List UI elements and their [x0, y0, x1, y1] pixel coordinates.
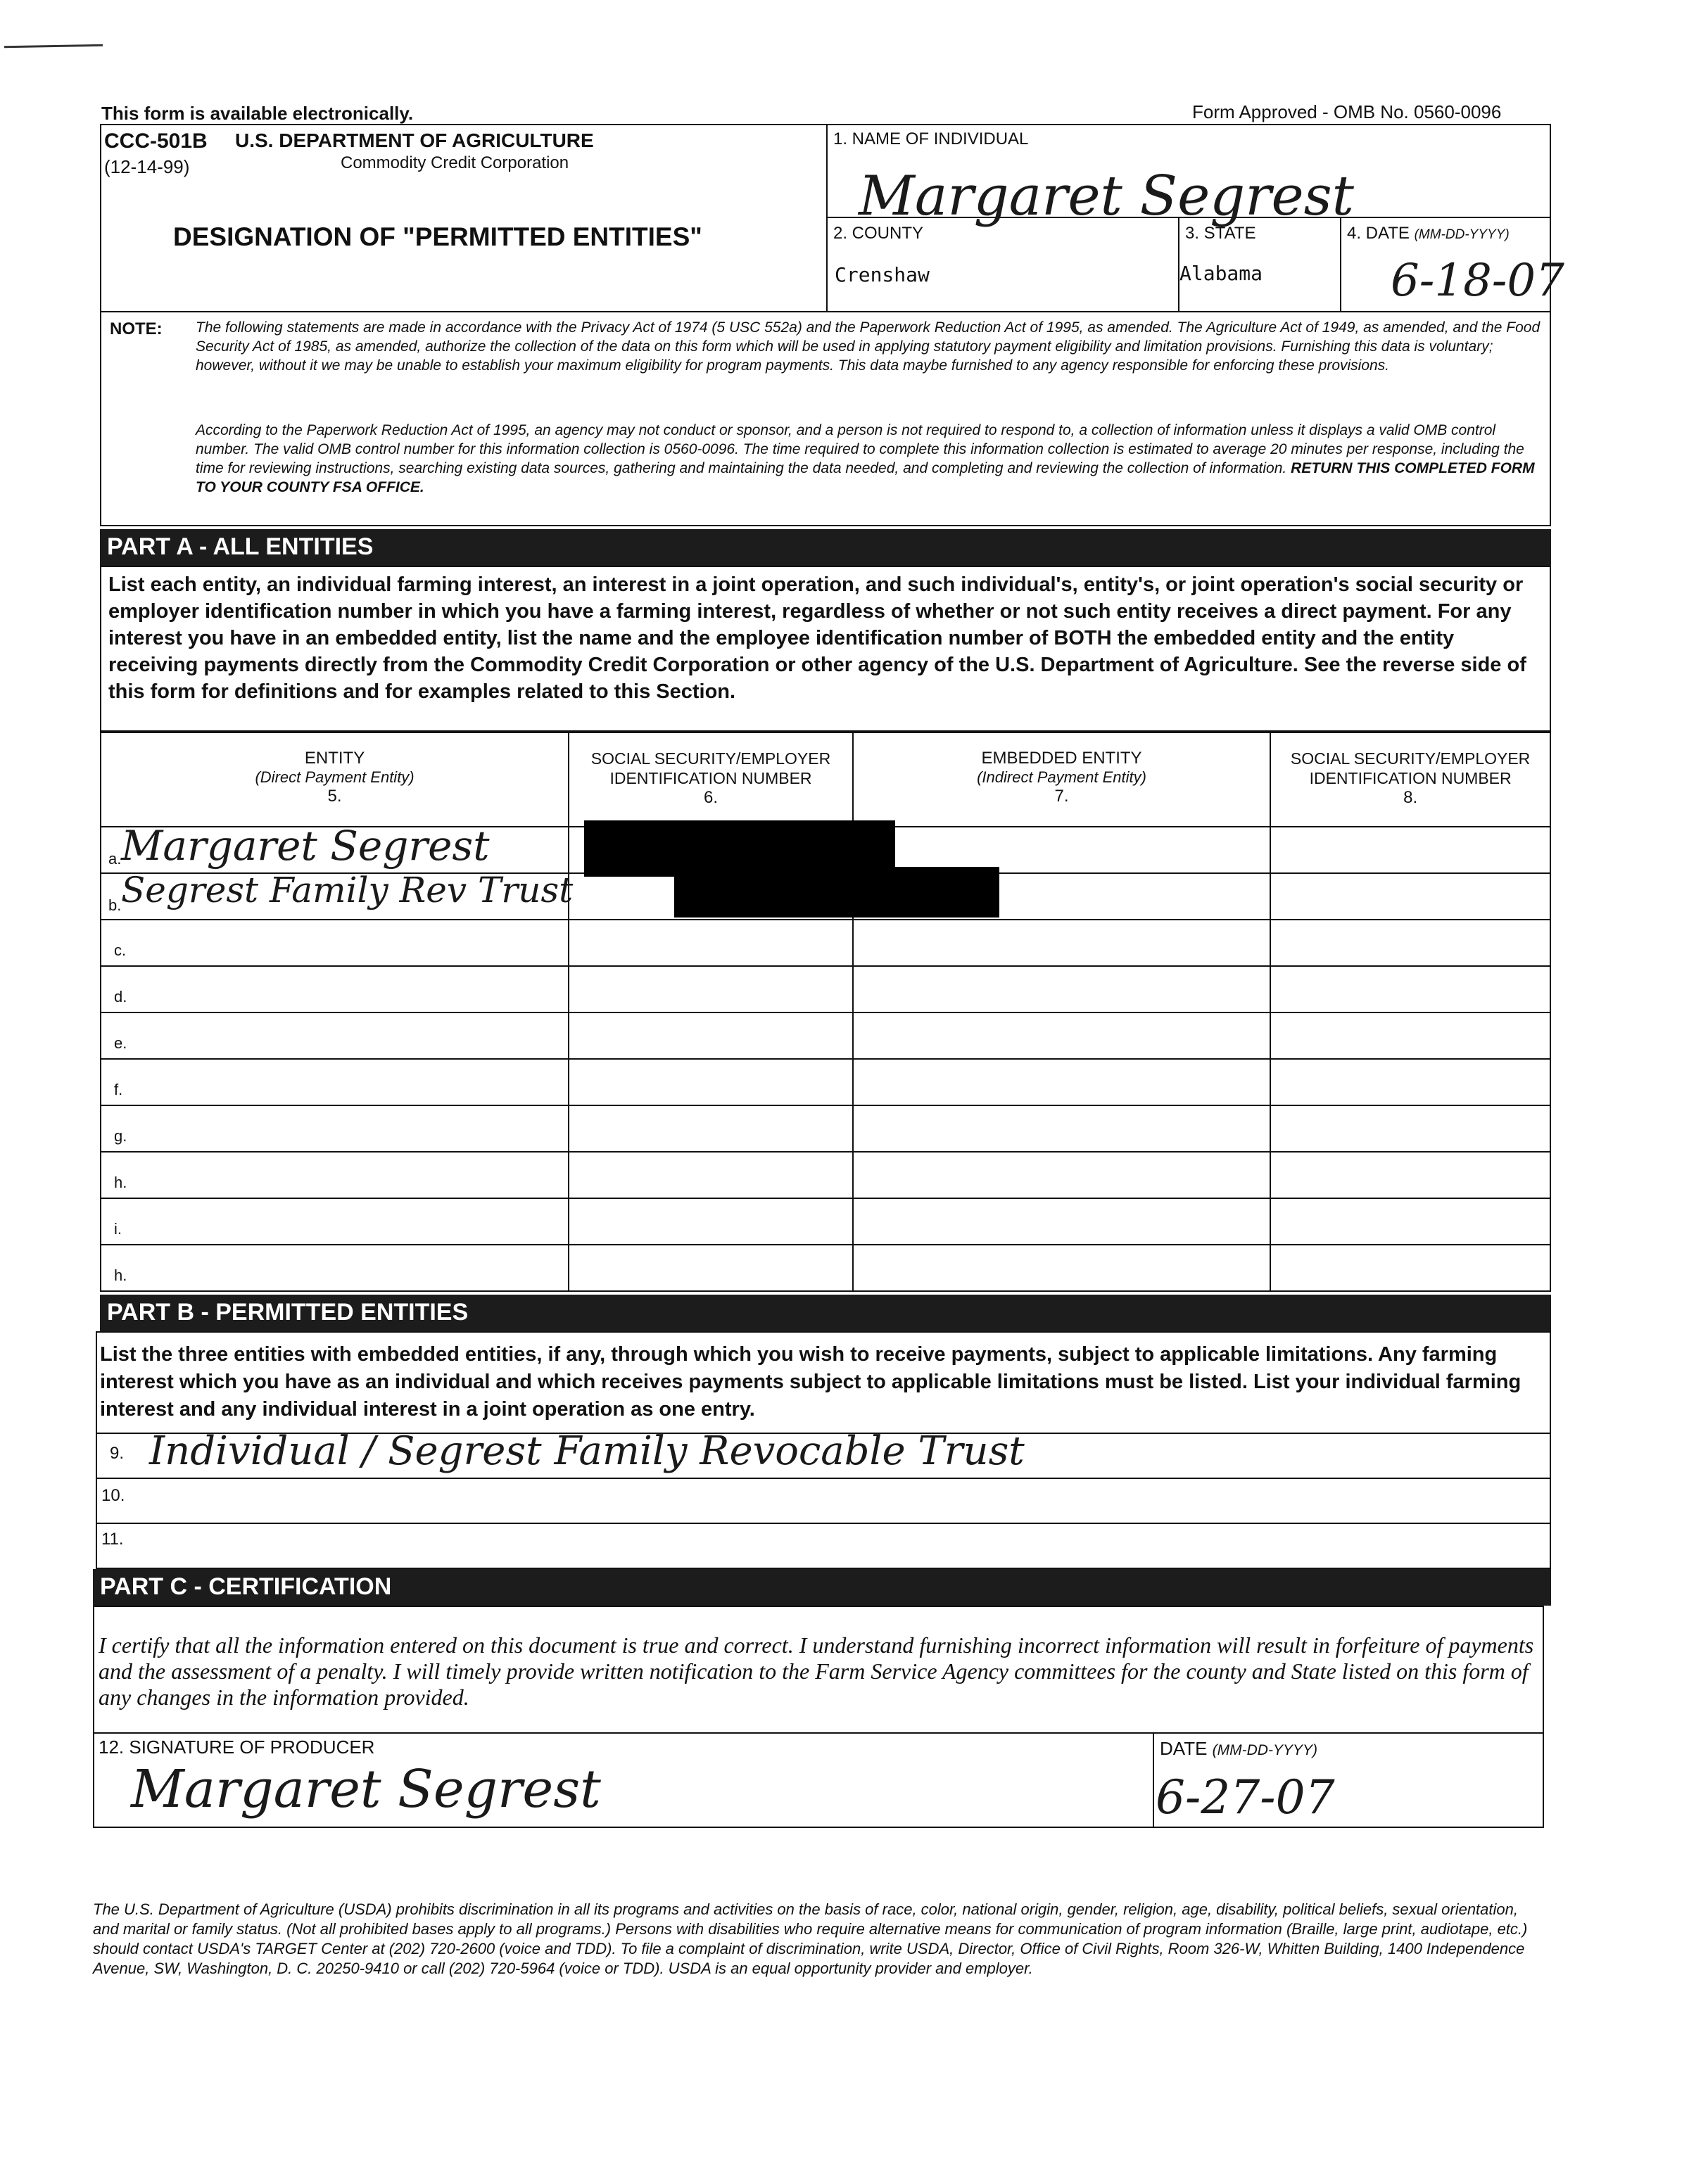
sig-date-label: DATE (MM-DD-YYYY) [1160, 1738, 1317, 1759]
part-a-instructions: List each entity, an individual farming interest, an interest in a joint operation, and such individual's, entity's, or joint operation's social security or employer identification number in which you have a farming interest, regardless of whether or not such entity receives a direct payment. For any interest you have in an embedded entity, list the name and the employee identification number of BOTH the embedded entity and the entity receiving payments directly from the Commodity Credit Corporation or other agency of the U.S. Department of Agriculture. See the reverse side of this form for definitions and for examples related to this Section. [108, 573, 1526, 703]
omb-number: Form Approved - OMB No. 0560-0096 [1192, 101, 1502, 122]
table-row [101, 1059, 1550, 1105]
form-title: DESIGNATION OF "PERMITTED ENTITIES" [173, 222, 702, 251]
permitted-entity-10-num: 10. [101, 1486, 125, 1505]
ssn-cell[interactable] [569, 1198, 853, 1245]
col8-header: SOCIAL SECURITY/EMPLOYER IDENTIFICATION NUMBER 8. [1270, 732, 1550, 827]
embedded-ssn-cell[interactable] [1270, 1198, 1550, 1245]
sig-date-value[interactable]: 6-27-07 [1156, 1770, 1335, 1824]
embedded-entity-cell[interactable] [853, 1245, 1270, 1291]
signature-label: 12. SIGNATURE OF PRODUCER [99, 1737, 375, 1758]
date-format: (MM-DD-YYYY) [1414, 227, 1510, 242]
row-line [96, 1523, 1551, 1524]
permitted-entity-11-num: 11. [101, 1530, 124, 1549]
ssn-cell[interactable] [569, 920, 853, 966]
embedded-ssn-cell[interactable] [1270, 873, 1550, 920]
form-revision-date: (12-14-99) [104, 156, 190, 177]
county-value[interactable]: Crenshaw [835, 263, 930, 286]
sub-agency-name: Commodity Credit Corporation [341, 153, 569, 172]
name-value[interactable]: Margaret Segrest [859, 165, 1355, 228]
ssn-cell[interactable] [569, 1245, 853, 1291]
embedded-ssn-cell[interactable] [1270, 1059, 1550, 1105]
part-b-instructions: List the three entities with embedded entities, if any, through which you wish to receive payments, subject to applicable limitations. Any farming interest which you have as an individual and which receives payments subject to applicable limitations must be listed. List your individual farming interest and any individual interest in a joint operation as one entry. [100, 1343, 1522, 1421]
embedded-entity-cell[interactable] [853, 1012, 1270, 1059]
ssn-cell[interactable] [569, 1152, 853, 1198]
col5-header: ENTITY (Direct Payment Entity) 5. [101, 732, 569, 827]
embedded-ssn-cell[interactable] [1270, 1012, 1550, 1059]
part-c-header: PART C - CERTIFICATION [93, 1569, 1551, 1606]
permitted-entity-9-num: 9. [110, 1444, 125, 1463]
embedded-entity-cell[interactable] [853, 1059, 1270, 1105]
permitted-entity-9[interactable]: Individual / Segrest Family Revocable Trust [149, 1428, 1025, 1474]
embedded-entity-cell[interactable] [853, 920, 1270, 966]
embedded-ssn-cell[interactable] [1270, 1245, 1550, 1291]
part-a-header: PART A - ALL ENTITIES [100, 529, 1551, 566]
entity-cell[interactable]: i. [101, 1198, 569, 1245]
state-divider [1340, 217, 1341, 312]
ssn-cell[interactable] [569, 1105, 853, 1152]
ssn-cell[interactable] [569, 966, 853, 1012]
embedded-ssn-cell[interactable] [1270, 1105, 1550, 1152]
col6-header: SOCIAL SECURITY/EMPLOYER IDENTIFICATION NUMBER 6. [569, 732, 853, 827]
entity-cell[interactable]: h. [101, 1245, 569, 1291]
embedded-entity-cell[interactable] [853, 1152, 1270, 1198]
part-b-header: PART B - PERMITTED ENTITIES [100, 1295, 1551, 1331]
scan-mark [4, 44, 103, 48]
table-row [101, 920, 1550, 966]
producer-signature[interactable]: Margaret Segrest [131, 1759, 601, 1820]
ssn-cell[interactable] [569, 1012, 853, 1059]
embedded-ssn-cell[interactable] [1270, 966, 1550, 1012]
table-row [101, 1105, 1550, 1152]
embedded-ssn-cell[interactable] [1270, 827, 1550, 873]
embedded-entity-cell[interactable] [853, 1105, 1270, 1152]
nondiscrimination-statement: The U.S. Department of Agriculture (USDA) prohibits discrimination in all its programs and activities on the basis of race, color, national origin, gender, religion, age, disability, political beliefs, sexual orientation, and marital or family status. (Not all prohibited bases apply to all programs.) Persons with disabilities who require alternative means for communication of program information (Braille, large print, audiotape, etc.) should contact USDA's TARGET Center at (202) 720-2600 (voice and TDD). To file a complaint of discrimination, write USDA, Director, Office of Civil Rights, Room 326-W, Whitten Building, 1400 Independence Avenue, SW, Washington, D. C. 20250-9410 or call (202) 720-5964 (voice or TDD). USDA is an equal opportunity provider and employer. [93, 1900, 1528, 1977]
table-row [101, 966, 1550, 1012]
redaction-block [674, 867, 999, 918]
signature-row-line [93, 1732, 1544, 1734]
entity-cell[interactable]: d. [101, 966, 569, 1012]
entity-cell[interactable]: e. [101, 1012, 569, 1059]
table-row [101, 1198, 1550, 1245]
agency-name: U.S. DEPARTMENT OF AGRICULTURE [235, 129, 594, 151]
note-label: NOTE: [110, 319, 163, 338]
form-code: CCC-501B [104, 129, 208, 153]
note-paperwork-text: According to the Paperwork Reduction Act of 1995, an agency may not conduct or sponsor, and a person is not required to respond to, a collection of information unless it displays a valid OMB control number. The valid OMB control number for this information collection is 0560-0096. The time required to complete this information collection is estimated to average 20 minutes per response, including the time for reviewing instructions, searching existing data sources, gathering and maintaining the data needed, and completing and reviewing the collection of information. RETURN THIS COMPLETED FORM TO YOUR COUNTY FSA OFFICE. [196, 422, 1535, 495]
electronic-notice: This form is available electronically. [101, 103, 414, 124]
signature-divider [1153, 1732, 1154, 1828]
entity-cell[interactable]: c. [101, 920, 569, 966]
certification-text: I certify that all the information entered on this document is true and correct. I understand furnishing incorrect information will result in forfeiture of payments and the assessment of a penalty. I will timely provide written notification to the Farm Service Agency committees for the county and State listed on this form of any changes in the information provided. [99, 1632, 1534, 1710]
table-row [101, 1012, 1550, 1059]
part-a-table [100, 732, 1551, 1292]
sig-date-format: (MM-DD-YYYY) [1212, 1742, 1317, 1758]
header-divider [826, 124, 828, 312]
state-label: 3. STATE [1185, 224, 1256, 243]
return-instruction: RETURN THIS COMPLETED FORM TO YOUR COUNTY FSA OFFICE. [196, 460, 1535, 495]
row-line [96, 1478, 1551, 1479]
embedded-ssn-cell[interactable] [1270, 1152, 1550, 1198]
embedded-entity-cell[interactable] [853, 966, 1270, 1012]
embedded-entity-cell[interactable] [853, 1198, 1270, 1245]
entity-cell[interactable]: g. [101, 1105, 569, 1152]
county-label: 2. COUNTY [833, 224, 924, 243]
entity-cell[interactable]: b. Segrest Family Rev Trust [101, 873, 569, 920]
col7-header: EMBEDDED ENTITY (Indirect Payment Entity) 7. [853, 732, 1270, 827]
embedded-ssn-cell[interactable] [1270, 920, 1550, 966]
date-value[interactable]: 6-18-07 [1391, 255, 1564, 307]
table-row [101, 1245, 1550, 1291]
entity-cell[interactable]: f. [101, 1059, 569, 1105]
name-label: 1. NAME OF INDIVIDUAL [833, 129, 1029, 148]
ssn-cell[interactable] [569, 1059, 853, 1105]
entity-cell[interactable]: h. [101, 1152, 569, 1198]
note-privacy-text: The following statements are made in accordance with the Privacy Act of 1974 (5 USC 552a) and the Paperwork Reduction Act of 1995, as amended. The Agriculture Act of 1949, as amended, and the Food Security Act of 1985, as amended, authorize the collection of the data on this form which will be used in applying statutory payment eligibility and limitation provisions. Furnishing this data is voluntary; however, without it we may be unable to establish your maximum eligibility for program payments. This data maybe furnished to any agency responsible for enforcing these provisions. [196, 319, 1541, 374]
state-value[interactable]: Alabama [1179, 262, 1263, 285]
entity-cell[interactable]: a. Margaret Segrest [101, 827, 569, 873]
table-row [101, 1152, 1550, 1198]
date-label: 4. DATE (MM-DD-YYYY) [1347, 224, 1510, 243]
